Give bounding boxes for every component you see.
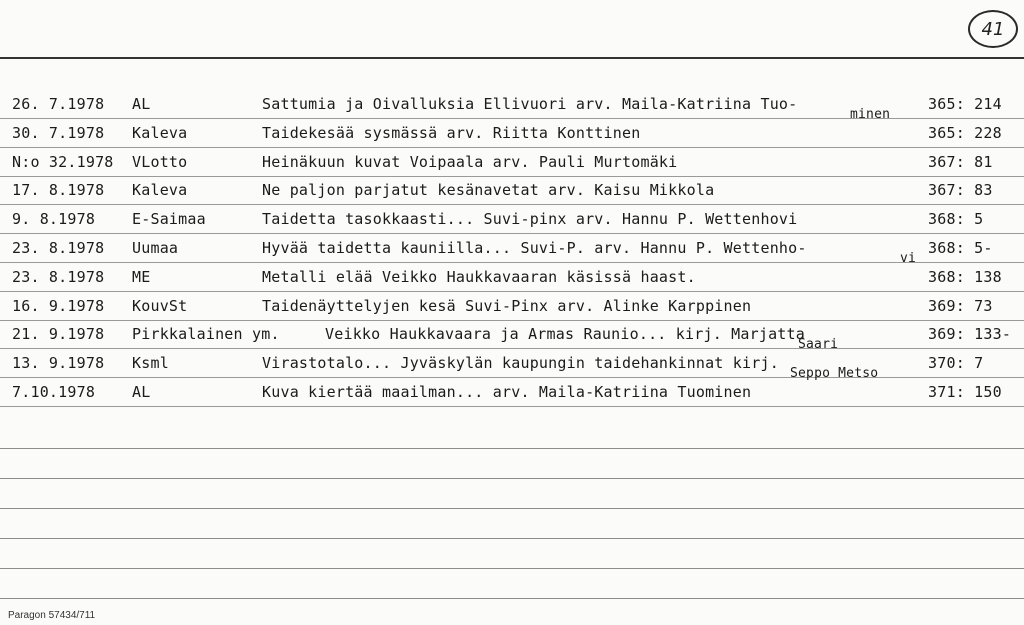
row-rule: [0, 176, 1024, 177]
entry-reference: 370: 7: [928, 354, 984, 372]
entry-reference: 367: 83: [928, 181, 993, 199]
entry-date: 30. 7.1978: [12, 124, 105, 142]
row-rule: [0, 348, 1024, 349]
entry-text: Taidekesää sysmässä arv. Riitta Konttinen: [262, 124, 641, 142]
blank-rule: [0, 508, 1024, 509]
row-rule: [0, 291, 1024, 292]
row-rule: [0, 233, 1024, 234]
entry-text: Metalli elää Veikko Haukkavaaran käsissä haast.: [262, 268, 696, 286]
entry-source: Kaleva: [132, 181, 188, 199]
entry-text: Veikko Haukkavaara ja Armas Raunio... kirj. Marjatta: [325, 325, 805, 343]
page-number-stamp: 41: [968, 10, 1018, 48]
entry-date: N:o 32.1978: [12, 153, 114, 171]
entry-text: Ne paljon parjatut kesänavetat arv. Kaisu Mikkola: [262, 181, 715, 199]
entry-text: Kuva kiertää maailman... arv. Maila-Katriina Tuominen: [262, 383, 752, 401]
entry-reference: 365: 214: [928, 95, 1002, 113]
entry-date: 23. 8.1978: [12, 268, 105, 286]
row-rule: [0, 406, 1024, 407]
entry-text: Heinäkuun kuvat Voipaala arv. Pauli Murtomäki: [262, 153, 678, 171]
entry-source: ME: [132, 268, 151, 286]
entry-date: 13. 9.1978: [12, 354, 105, 372]
entry-source: Kaleva: [132, 124, 188, 142]
blank-rule: [0, 448, 1024, 449]
entry-source: AL: [132, 383, 151, 401]
entry-reference: 367: 81: [928, 153, 993, 171]
entry-continuation: Seppo Metso: [790, 366, 879, 381]
entry-date: 7.10.1978: [12, 383, 96, 401]
entry-date: 16. 9.1978: [12, 297, 105, 315]
entry-source: AL: [132, 95, 151, 113]
entry-continuation: minen: [850, 107, 891, 122]
entry-text: Taidetta tasokkaasti... Suvi-pinx arv. Hannu P. Wettenhovi: [262, 210, 798, 228]
entry-source: Ksml: [132, 354, 169, 372]
entry-reference: 371: 150: [928, 383, 1002, 401]
entry-date: 9. 8.1978: [12, 210, 96, 228]
entry-text: Taidenäyttelyjen kesä Suvi-Pinx arv. Alinke Karppinen: [262, 297, 752, 315]
row-rule: [0, 262, 1024, 263]
entry-source: VLotto: [132, 153, 188, 171]
blank-rule: [0, 478, 1024, 479]
entry-reference: 368: 5-: [928, 239, 993, 257]
entry-text: Sattumia ja Oivalluksia Ellivuori arv. Maila-Katriina Tuo-: [262, 95, 798, 113]
card-footer: Paragon 57434/711: [8, 610, 96, 621]
entry-text: Virastotalo... Jyväskylän kaupungin taidehankinnat kirj.: [262, 354, 779, 372]
entry-continuation: vi: [900, 251, 917, 266]
row-rule: [0, 320, 1024, 321]
entry-reference: 368: 138: [928, 268, 1002, 286]
blank-rule: [0, 568, 1024, 569]
entry-source: E-Saimaa: [132, 210, 206, 228]
entry-date: 26. 7.1978: [12, 95, 105, 113]
entry-source: Uumaa: [132, 239, 179, 257]
entry-source: KouvSt: [132, 297, 188, 315]
entry-date: 17. 8.1978: [12, 181, 105, 199]
entry-reference: 369: 133-: [928, 325, 1012, 343]
row-rule: [0, 204, 1024, 205]
entry-source: Pirkkalainen ym.: [132, 325, 280, 343]
header-rule: [0, 57, 1024, 59]
blank-rule: [0, 538, 1024, 539]
entry-date: 21. 9.1978: [12, 325, 105, 343]
entry-reference: 369: 73: [928, 297, 993, 315]
entry-continuation: Saari: [798, 337, 839, 352]
blank-rule: [0, 598, 1024, 599]
row-rule: [0, 147, 1024, 148]
entry-reference: 368: 5: [928, 210, 984, 228]
entry-text: Hyvää taidetta kauniilla... Suvi-P. arv. Hannu P. Wettenho-: [262, 239, 807, 257]
entry-reference: 365: 228: [928, 124, 1002, 142]
entry-date: 23. 8.1978: [12, 239, 105, 257]
